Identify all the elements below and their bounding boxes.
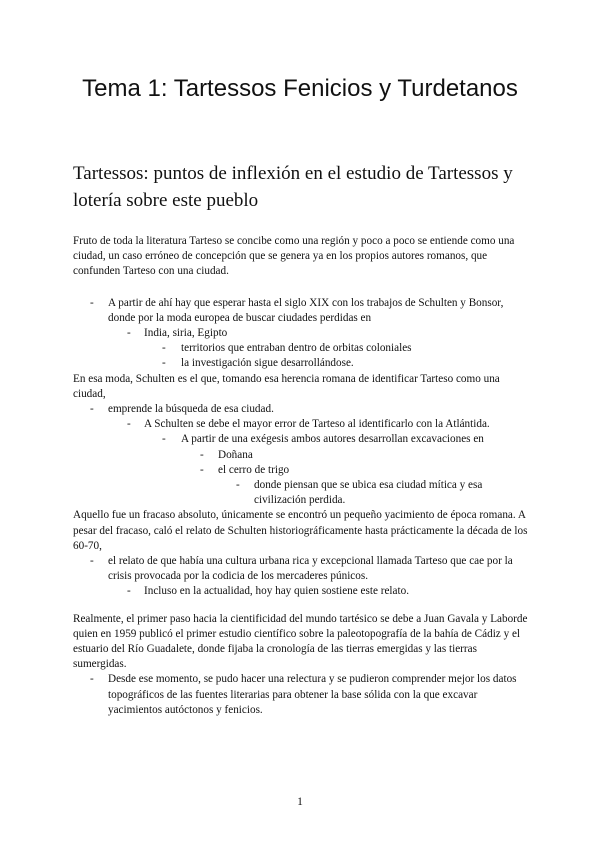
bullet-item xyxy=(73,448,533,463)
bullet-text: la investigación sigue desarrollándose. xyxy=(181,357,354,370)
bullet-item xyxy=(73,672,533,718)
bullet-text: donde piensan que se ubica esa ciudad mítica y esa civilización perdida. xyxy=(254,479,483,507)
section-heading: Tartessos: puntos de inflexión en el estudio de Tartessos y lotería sobre este pueblo xyxy=(73,163,513,211)
bullet-text: Desde ese momento, se pudo hacer una relectura y se pudieron comprender mejor los datos topográficos de las fuentes literarias para obtener la base sólida con la que excavar yacimientos autóctonos y fenicios. xyxy=(108,673,517,716)
bullet-text: Doñana xyxy=(218,448,253,461)
paragraph-gavala: Realmente, el primer paso hacia la cientificidad del mundo tartésico se debe a Juan Gavala y Laborde quien en 1959 publicó el primer estudio científico sobre la paleotopografía de la bahía de Cádiz y el estuario del Río Guadalete, donde fijaba la cronología de las tierras emergidas y las tierras sumergidas. xyxy=(73,612,528,671)
bullet-text: Incluso en la actualidad, hoy hay quien sostiene este relato. xyxy=(144,585,409,598)
bullet-item xyxy=(73,463,533,478)
paragraph-schulten: En esa moda, Schulten es el que, tomando esa herencia romana de identificar Tarteso como una ciudad, xyxy=(73,372,500,400)
bullet-item xyxy=(73,417,533,432)
bullet-text: India, siria, Egipto xyxy=(144,327,228,340)
bullet-item xyxy=(73,478,533,508)
bullet-dash: - xyxy=(90,403,94,416)
document-title: Tema 1: Tartessos Fenicios y Turdetanos xyxy=(82,75,518,102)
bullet-item xyxy=(73,432,533,447)
bullet-item xyxy=(73,341,533,356)
bullet-item xyxy=(73,554,533,584)
bullet-text: A partir de una exégesis ambos autores desarrollan excavaciones en xyxy=(181,433,484,446)
bullet-item xyxy=(73,356,533,371)
bullet-text: emprende la búsqueda de esa ciudad. xyxy=(108,403,274,416)
bullet-dash: - xyxy=(200,448,204,461)
bullet-dash: - xyxy=(162,357,166,370)
bullet-item xyxy=(73,326,533,341)
bullet-text: A Schulten se debe el mayor error de Tarteso al identificarlo con la Atlántida. xyxy=(144,418,490,431)
bullet-dash: - xyxy=(90,673,94,686)
bullet-text: el cerro de trigo xyxy=(218,463,290,476)
bullet-item xyxy=(73,296,533,326)
bullet-dash: - xyxy=(90,296,94,309)
paragraph-fracaso: Aquello fue un fracaso absoluto, únicamente se encontró un pequeño yacimiento de época romana. A pesar del fracaso, caló el relato de Schulten historiográficamente hasta prácticamente la década de los 60-70, xyxy=(73,509,528,552)
bullet-dash: - xyxy=(127,585,131,598)
page-number: 1 xyxy=(297,796,303,808)
paragraph-intro: Fruto de toda la literatura Tarteso se concibe como una región y poco a poco se entiende como una ciudad, un caso erróneo de concepción que se genera ya en los propios autores romanos, que confunden Tarteso con una ciudad. xyxy=(73,235,515,278)
bullet-dash: - xyxy=(236,479,240,492)
bullet-dash: - xyxy=(127,327,131,340)
bullet-dash: - xyxy=(127,418,131,431)
document-body xyxy=(73,234,533,718)
bullet-item xyxy=(73,584,533,599)
bullet-item xyxy=(73,402,533,417)
bullet-dash: - xyxy=(162,342,166,355)
bullet-text: el relato de que había una cultura urbana rica y excepcional llamada Tarteso que cae por la crisis provocada por la codicia de los mercaderes púnicos. xyxy=(108,555,513,583)
bullet-dash: - xyxy=(90,555,94,568)
bullet-dash: - xyxy=(200,463,204,476)
bullet-text: territorios que entraban dentro de orbitas coloniales xyxy=(181,342,412,355)
bullet-text: A partir de ahí hay que esperar hasta el siglo XIX con los trabajos de Schulten y Bonsor, donde por la moda europea de buscar ciudades perdidas en xyxy=(108,296,504,324)
bullet-dash: - xyxy=(162,433,166,446)
